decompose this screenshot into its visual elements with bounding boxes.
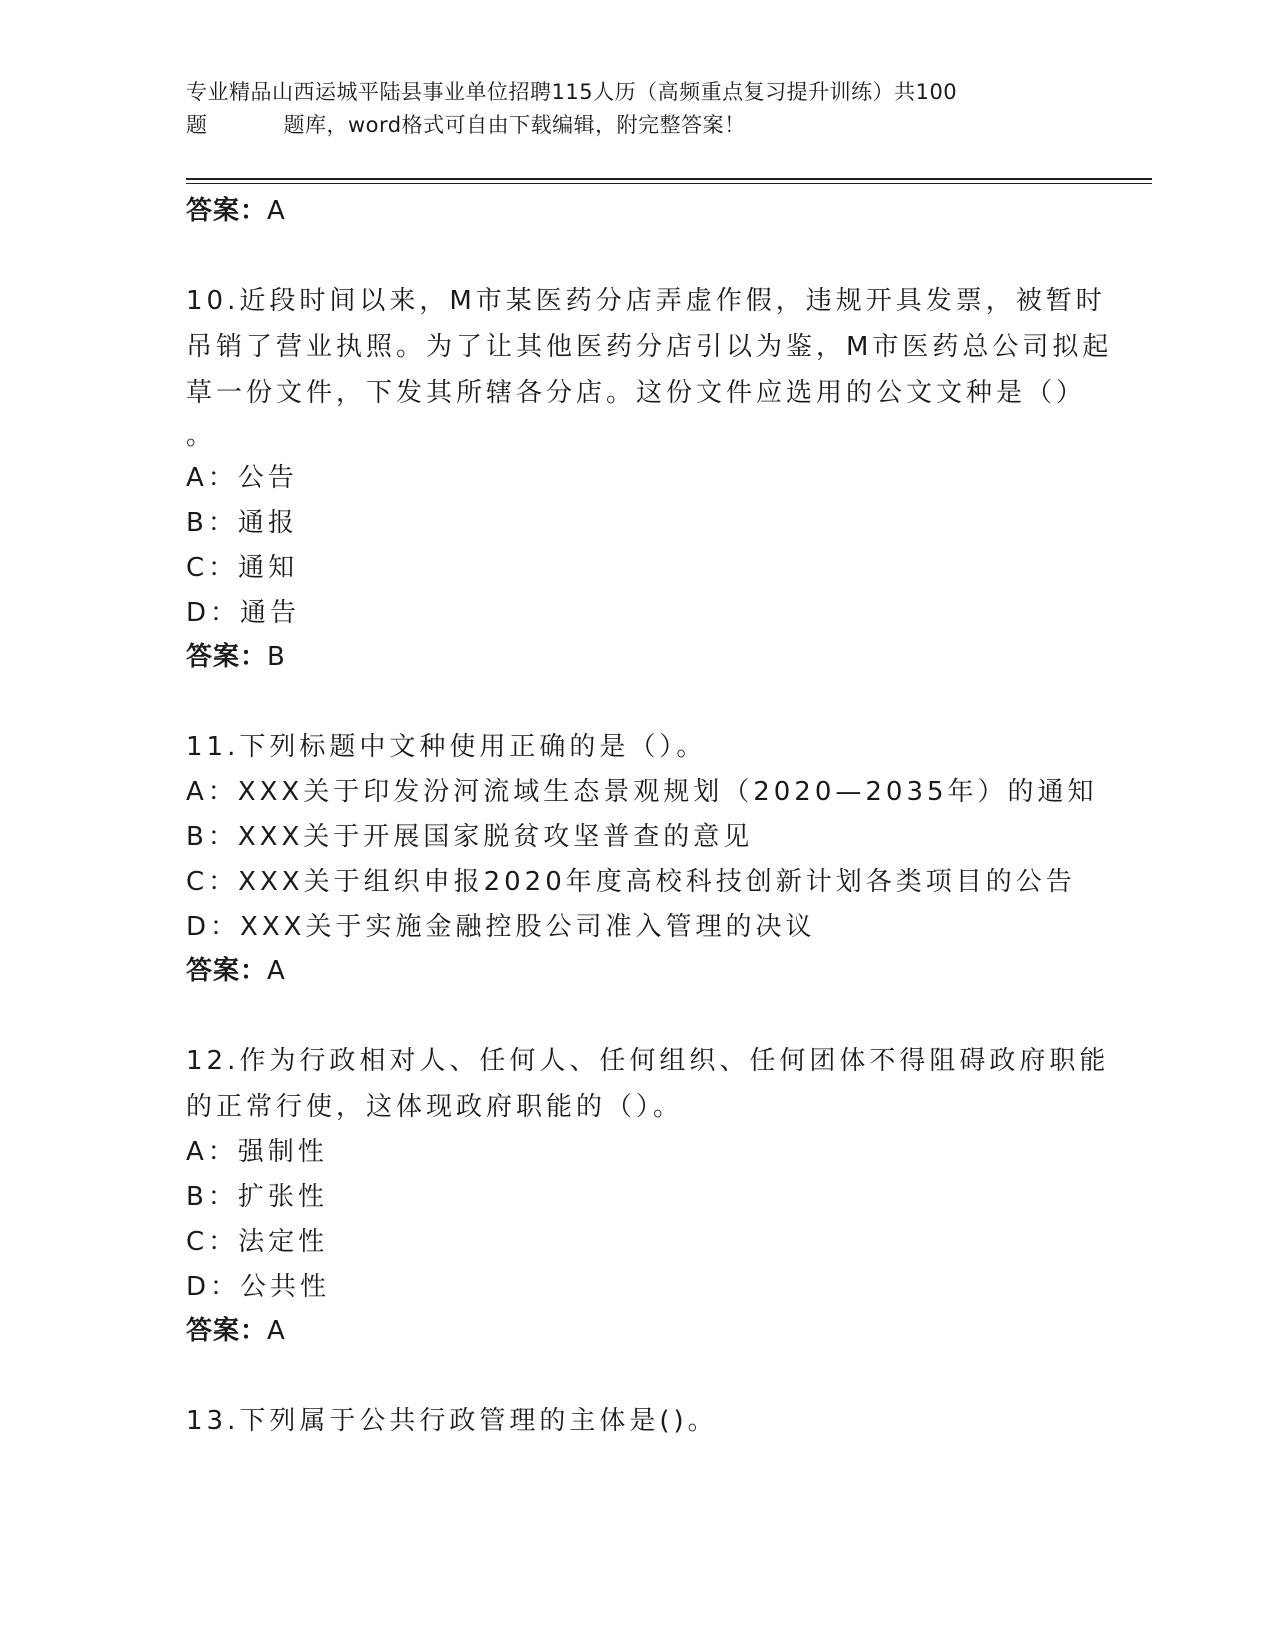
answer-value: A <box>267 956 286 986</box>
question-text-line: 的正常行使，这体现政府职能的（）。 <box>186 1092 684 1122</box>
question-10 <box>186 278 1113 678</box>
option-d: D：XXX关于实施金融控股公司准入管理的决议 <box>186 912 816 942</box>
answer-line <box>186 1310 1086 1352</box>
answer-value: B <box>267 642 286 672</box>
option-b: B：XXX关于开展国家脱贫攻坚普查的意见 <box>186 822 754 852</box>
question-text-line: 吊销了营业执照。为了让其他医药分店引以为鉴，M市医药总公司拟起 <box>186 332 1113 362</box>
header-line-2-left: 题 <box>186 113 208 137</box>
header-line-2-right: 题库，word格式可自由下载编辑，附完整答案！ <box>283 113 746 137</box>
answer-line <box>186 950 1086 992</box>
question-text-line: 12.作为行政相对人、任何人、任何组织、任何团体不得阻碍政府职能 <box>186 1046 1110 1076</box>
question-12 <box>186 1038 1110 1352</box>
header-line-2 <box>186 109 1086 142</box>
answer-label: 答案： <box>186 642 268 672</box>
answer-value: A <box>267 1316 286 1346</box>
option-b: B：扩张性 <box>186 1182 328 1212</box>
answer-label: 答案： <box>186 196 268 226</box>
option-d: D：通告 <box>186 598 301 628</box>
answer-line <box>186 190 1086 232</box>
page-header <box>186 76 1086 142</box>
answer-label: 答案： <box>186 956 268 986</box>
header-divider-thick <box>186 178 1152 180</box>
option-a: A：XXX关于印发汾河流域生态景观规划（2020—2035年）的通知 <box>186 777 1098 807</box>
option-c: C：XXX关于组织申报2020年度高校科技创新计划各类项目的公告 <box>186 867 1076 897</box>
question-13 <box>186 1398 1086 1444</box>
question-text-line: 11.下列标题中文种使用正确的是（）。 <box>186 732 707 762</box>
option-c: C：法定性 <box>186 1227 329 1257</box>
question-text-line: 13.下列属于公共行政管理的主体是()。 <box>186 1406 718 1436</box>
answer-label: 答案： <box>186 1316 268 1346</box>
answer-value: A <box>267 196 286 226</box>
header-divider-thin <box>186 183 1152 184</box>
answer-line <box>186 636 1086 678</box>
document-body <box>186 190 1113 1444</box>
question-text-line: 草一份文件，下发其所辖各分店。这份文件应选用的公文文种是（） <box>186 378 1087 408</box>
option-a: A：公告 <box>186 463 298 493</box>
question-text-line: 10.近段时间以来，M市某医药分店弄虚作假，违规开具发票，被暂时 <box>186 286 1106 316</box>
header-line-1: 专业精品山西运城平陆县事业单位招聘115人历（高频重点复习提升训练）共100 <box>186 80 958 104</box>
option-a: A：强制性 <box>186 1137 328 1167</box>
option-d: D：公共性 <box>186 1272 331 1302</box>
option-c: C：通知 <box>186 553 299 583</box>
question-text-line: 。 <box>186 421 217 451</box>
option-b: B：通报 <box>186 508 298 538</box>
question-11 <box>186 724 1098 992</box>
